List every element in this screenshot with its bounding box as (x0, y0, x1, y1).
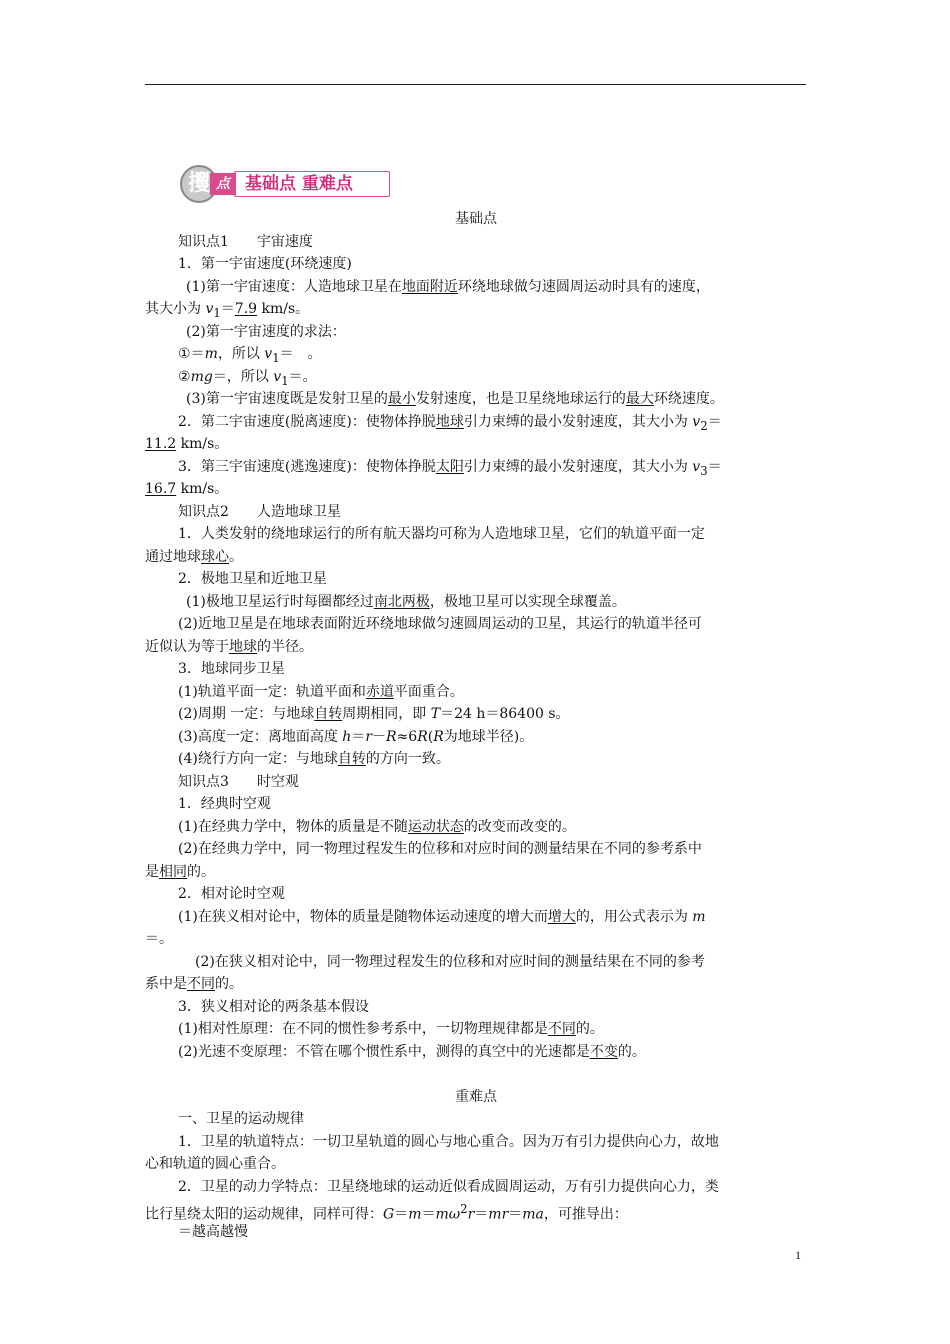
document-body (145, 208, 807, 1243)
paragraph: 3．狭义相对论的两条基本假设 (178, 998, 369, 1015)
paragraph: 是相同的。 (145, 863, 215, 880)
paragraph: 2．卫星的动力学特点：卫星绕地球的运动近似看成圆周运动，万有引力提供向心力，类 (178, 1178, 719, 1195)
paragraph: 比行星绕太阳的运动规律，同样可得：$G=m=m\omega^2r=mr=ma$，可推导出： (145, 1202, 628, 1223)
paragraph: 3．第三宇宙速度(逃逸速度)：使物体挣脱太阳引力束缚的最小发射速度，其大小为 $v_3=$ (178, 458, 722, 478)
paragraph: 1．经典时空观 (178, 796, 271, 812)
paragraph: 心和轨道的圆心重合。 (145, 1156, 285, 1172)
banner-title: 基础点 重难点 (234, 171, 390, 197)
paragraph: (1)相对性原理：在不同的惯性参考系中，一切物理规律都是不同的。 (178, 1021, 604, 1037)
paragraph: (2)光速不变原理：不管在哪个惯性系中，测得的真空中的光速都是不变的。 (178, 1043, 646, 1060)
paragraph: 通过地球球心。 (145, 548, 243, 565)
paragraph: ②mg＝，所以 $v_1=$。 (178, 368, 317, 388)
paragraph: (4)绕行方向一定：与地球自转的方向一致。 (178, 751, 450, 767)
paragraph: (3)高度一定：离地面高度 h＝r－R≈6R(R为地球半径)。 (178, 728, 534, 745)
paragraph: (1)在经典力学中，物体的质量是不随运动状态的改变而改变的。 (178, 818, 576, 835)
paragraph: 2．第二宇宙速度(脱离速度)：使物体挣脱地球引力束缚的最小发射速度，其大小为 $v_2=$ (178, 413, 722, 433)
paragraph: ＝越高越慢 (178, 1223, 248, 1240)
paragraph: 1．第一宇宙速度(环绕速度) (178, 256, 352, 272)
section-title-basic: 基础点 (455, 211, 497, 227)
paragraph: 系中是不同的。 (145, 976, 243, 992)
paragraph: (2)第一宇宙速度的求法： (186, 323, 346, 340)
paragraph: 16.7 km/s。 (145, 481, 229, 497)
paragraph: 近似认为等于地球的半径。 (145, 638, 313, 655)
header-rule (145, 84, 806, 85)
paragraph: (1)轨道平面一定：轨道平面和赤道平面重合。 (178, 683, 464, 700)
knowledge-heading-1: 知识点1 宇宙速度 (178, 233, 313, 250)
paragraph: ①＝m，所以 $v_1=$ 。 (178, 346, 322, 365)
paragraph: ＝。 (145, 931, 173, 947)
knowledge-heading-2: 知识点2 人造地球卫星 (178, 503, 341, 520)
knowledge-heading-3: 知识点3 时空观 (178, 773, 299, 790)
paragraph: (2)在狭义相对论中，同一物理过程发生的位移和对应时间的测量结果在不同的参考 (195, 953, 705, 970)
paragraph: (3)第一宇宙速度既是发射卫星的最小发射速度，也是卫星绕地球运行的最大环绕速度。 (186, 391, 724, 407)
section-banner (180, 163, 395, 203)
banner-tag: 点 (210, 173, 236, 195)
paragraph: 11.2 km/s。 (145, 436, 229, 452)
paragraph: 2．极地卫星和近地卫星 (178, 571, 327, 587)
paragraph: (2)在经典力学中，同一物理过程发生的位移和对应时间的测量结果在不同的参考系中 (178, 841, 702, 857)
page-number: 1 (795, 1248, 801, 1262)
paragraph: 其大小为 $v_1=7.9$ km/s。 (145, 301, 310, 320)
paragraph: (2)周期 一定：与地球自转周期相同，即 T＝24 h＝86400 s。 (178, 706, 570, 722)
paragraph: 1．人类发射的绕地球运行的所有航天器均可称为人造地球卫星，它们的轨道平面一定 (178, 526, 705, 542)
paragraph: (1)在狭义相对论中，物体的质量是随物体运动速度的增大而增大的，用公式表示为 m (178, 908, 706, 925)
paragraph: 1．卫星的轨道特点：一切卫星轨道的圆心与地心重合。因为万有引力提供向心力，故地 (178, 1133, 719, 1150)
section-title-key: 重难点 (455, 1088, 497, 1105)
banner-badge: 攫 (180, 165, 218, 203)
paragraph: (2)近地卫星是在地球表面附近环绕地球做匀速圆周运动的卫星，其运行的轨道半径可 (178, 616, 702, 632)
paragraph: (1)第一宇宙速度：人造地球卫星在地面附近环绕地球做匀速圆周运动时具有的速度， (186, 278, 710, 295)
paragraph: 3．地球同步卫星 (178, 661, 285, 677)
spacer (145, 1063, 807, 1086)
paragraph: (1)极地卫星运行时每圈都经过南北两极，极地卫星可以实现全球覆盖。 (186, 593, 626, 610)
subsection-heading: 一、卫星的运动规律 (178, 1111, 304, 1127)
paragraph: 2．相对论时空观 (178, 886, 285, 902)
